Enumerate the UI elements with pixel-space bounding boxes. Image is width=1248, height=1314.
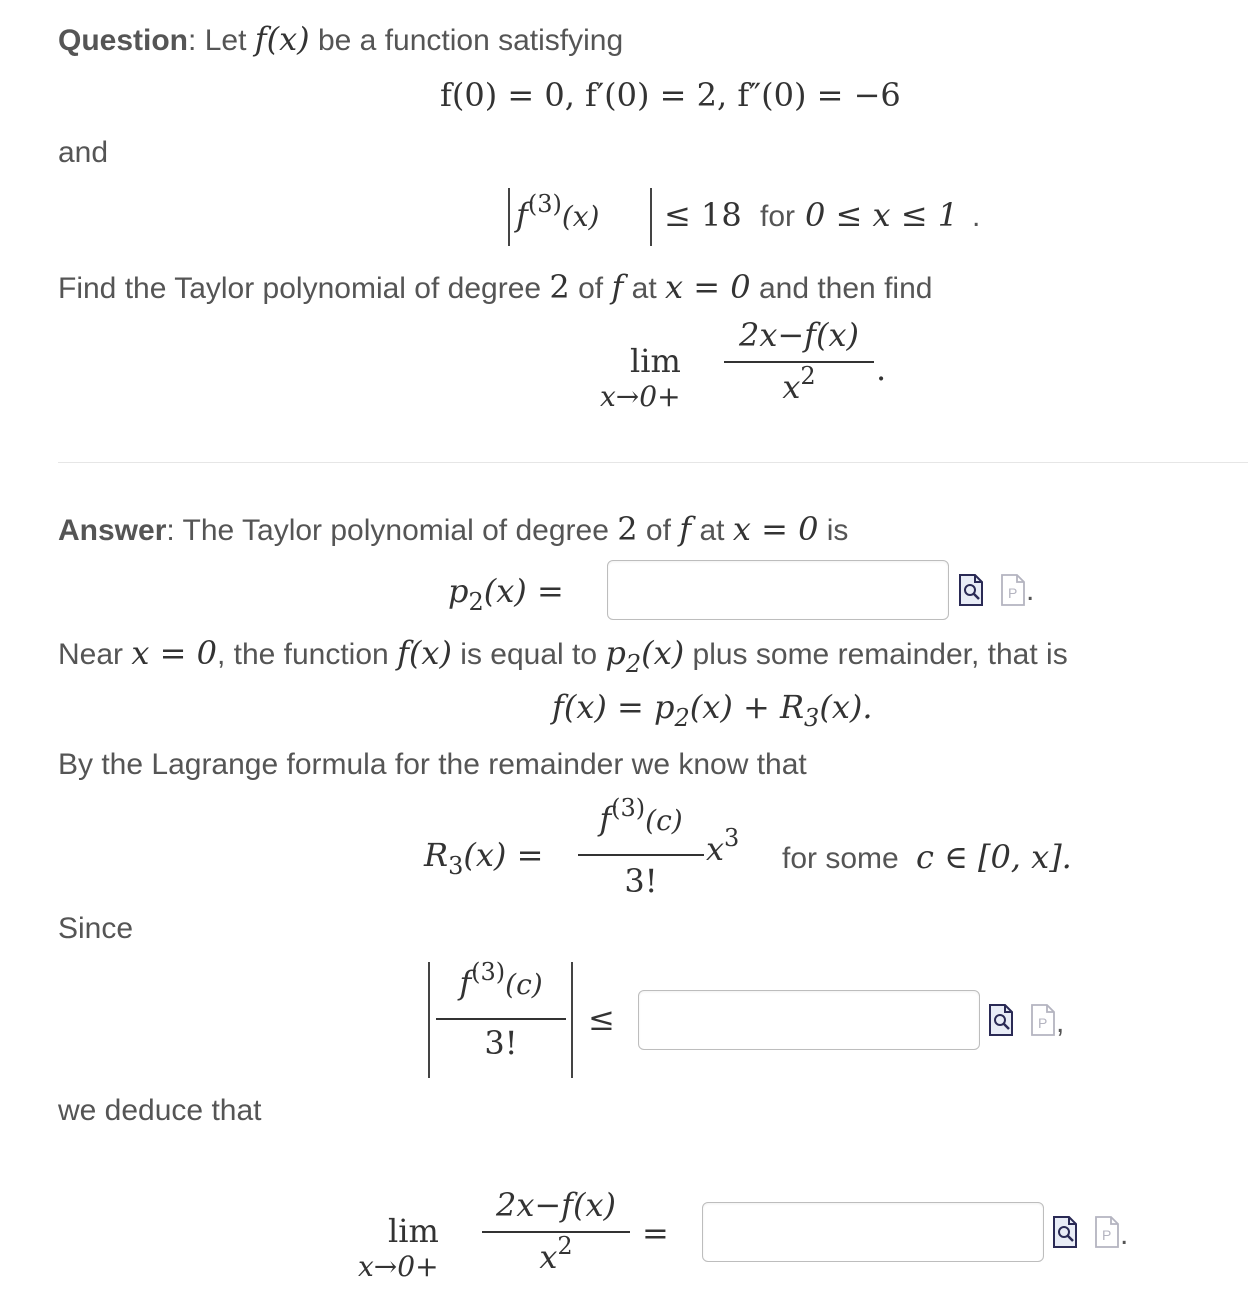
limit-subscript: x→0+ (600, 380, 681, 413)
svg-text:P: P (1038, 1015, 1048, 1031)
bound-numerator: $f^{(3)}(c)$ (459, 958, 543, 1002)
p2-dot: . (1026, 574, 1035, 607)
and-text: and (58, 136, 109, 169)
preview-icon[interactable] (958, 574, 984, 606)
deduce-text: we deduce that (58, 1094, 262, 1127)
abs-bar-right-2 (571, 962, 573, 1078)
formula-page-icon[interactable] (1000, 574, 1026, 606)
r3-fraction-line (578, 854, 704, 856)
limit-numerator: 2x−f(x) (738, 316, 860, 354)
x-cubed: $x^3$ (706, 824, 740, 868)
limit-denominator: $x^2$ (782, 362, 816, 406)
bound-value: ≤ 18 (664, 196, 742, 234)
svg-text:P: P (1102, 1227, 1112, 1243)
p2-answer-input[interactable] (607, 560, 949, 620)
limit-lim: lim (630, 342, 681, 380)
leq-sign: ≤ (588, 1000, 615, 1038)
final-equals: = (642, 1214, 669, 1252)
bound-answer-input[interactable] (638, 990, 980, 1050)
r3-label: $R_3(x)$ = (424, 836, 544, 880)
for-some-text: for some (782, 842, 899, 875)
r3-denominator: 3! (624, 862, 658, 900)
final-lim: lim (388, 1212, 439, 1250)
abs-bar-right (650, 188, 652, 246)
question-intro: Question: Let f(x) be a function satisfying (58, 20, 624, 58)
answer-intro: Answer: The Taylor polynomial of degree 2 of f at x = 0 is (58, 510, 849, 548)
final-numerator: 2x−f(x) (495, 1186, 617, 1224)
answer-label: Answer (58, 514, 167, 547)
limit-period: . (876, 350, 887, 388)
abs-bar-left-2 (428, 962, 430, 1078)
since-text: Since (58, 912, 134, 945)
p2-label: $p_2(x)$ = (448, 572, 564, 616)
near-sentence: Near x = 0, the function f(x) is equal to $p_2(x)$ plus some remainder, that is (58, 634, 1068, 678)
abs-bar-left (508, 188, 510, 246)
final-denominator: $x^2$ (539, 1232, 573, 1276)
final-lim-subscript: x→0+ (358, 1250, 439, 1283)
bound-dot: . (972, 200, 981, 233)
bound-comma: , (1056, 1006, 1065, 1039)
bound-denominator: 3! (484, 1024, 518, 1062)
formula-page-icon[interactable] (1094, 1216, 1120, 1248)
c-interval: c ∈ [0, x]. (916, 838, 1072, 876)
for-text: for (760, 200, 796, 233)
final-fraction-line (482, 1231, 630, 1233)
limit-dot: . (1120, 1218, 1129, 1251)
divider (58, 462, 1248, 463)
find-instruction: Find the Taylor polynomial of degree 2 of f at x = 0 and then find (58, 268, 933, 306)
svg-text:P: P (1008, 585, 1018, 601)
initial-conditions: f(0) = 0, f′(0) = 2, f″(0) = −6 (440, 76, 901, 114)
function-name: f(x) (254, 20, 310, 58)
limit-answer-input[interactable] (702, 1202, 1044, 1262)
third-derivative: $f^{(3)}(x)$ (516, 190, 600, 234)
formula-page-icon[interactable] (1030, 1004, 1056, 1036)
lagrange-text: By the Lagrange formula for the remainder we know that (58, 748, 807, 781)
fraction-line (724, 361, 874, 363)
r3-numerator: $f^{(3)}(c)$ (599, 794, 683, 838)
preview-icon[interactable] (1052, 1216, 1078, 1248)
bound-range: 0 ≤ x ≤ 1 (805, 196, 959, 234)
preview-icon[interactable] (988, 1004, 1014, 1036)
bound-fraction-line (436, 1018, 566, 1020)
question-label: Question (58, 24, 189, 57)
remainder-equation: $f(x) = p_2(x) + R_3(x)$. (552, 688, 873, 732)
